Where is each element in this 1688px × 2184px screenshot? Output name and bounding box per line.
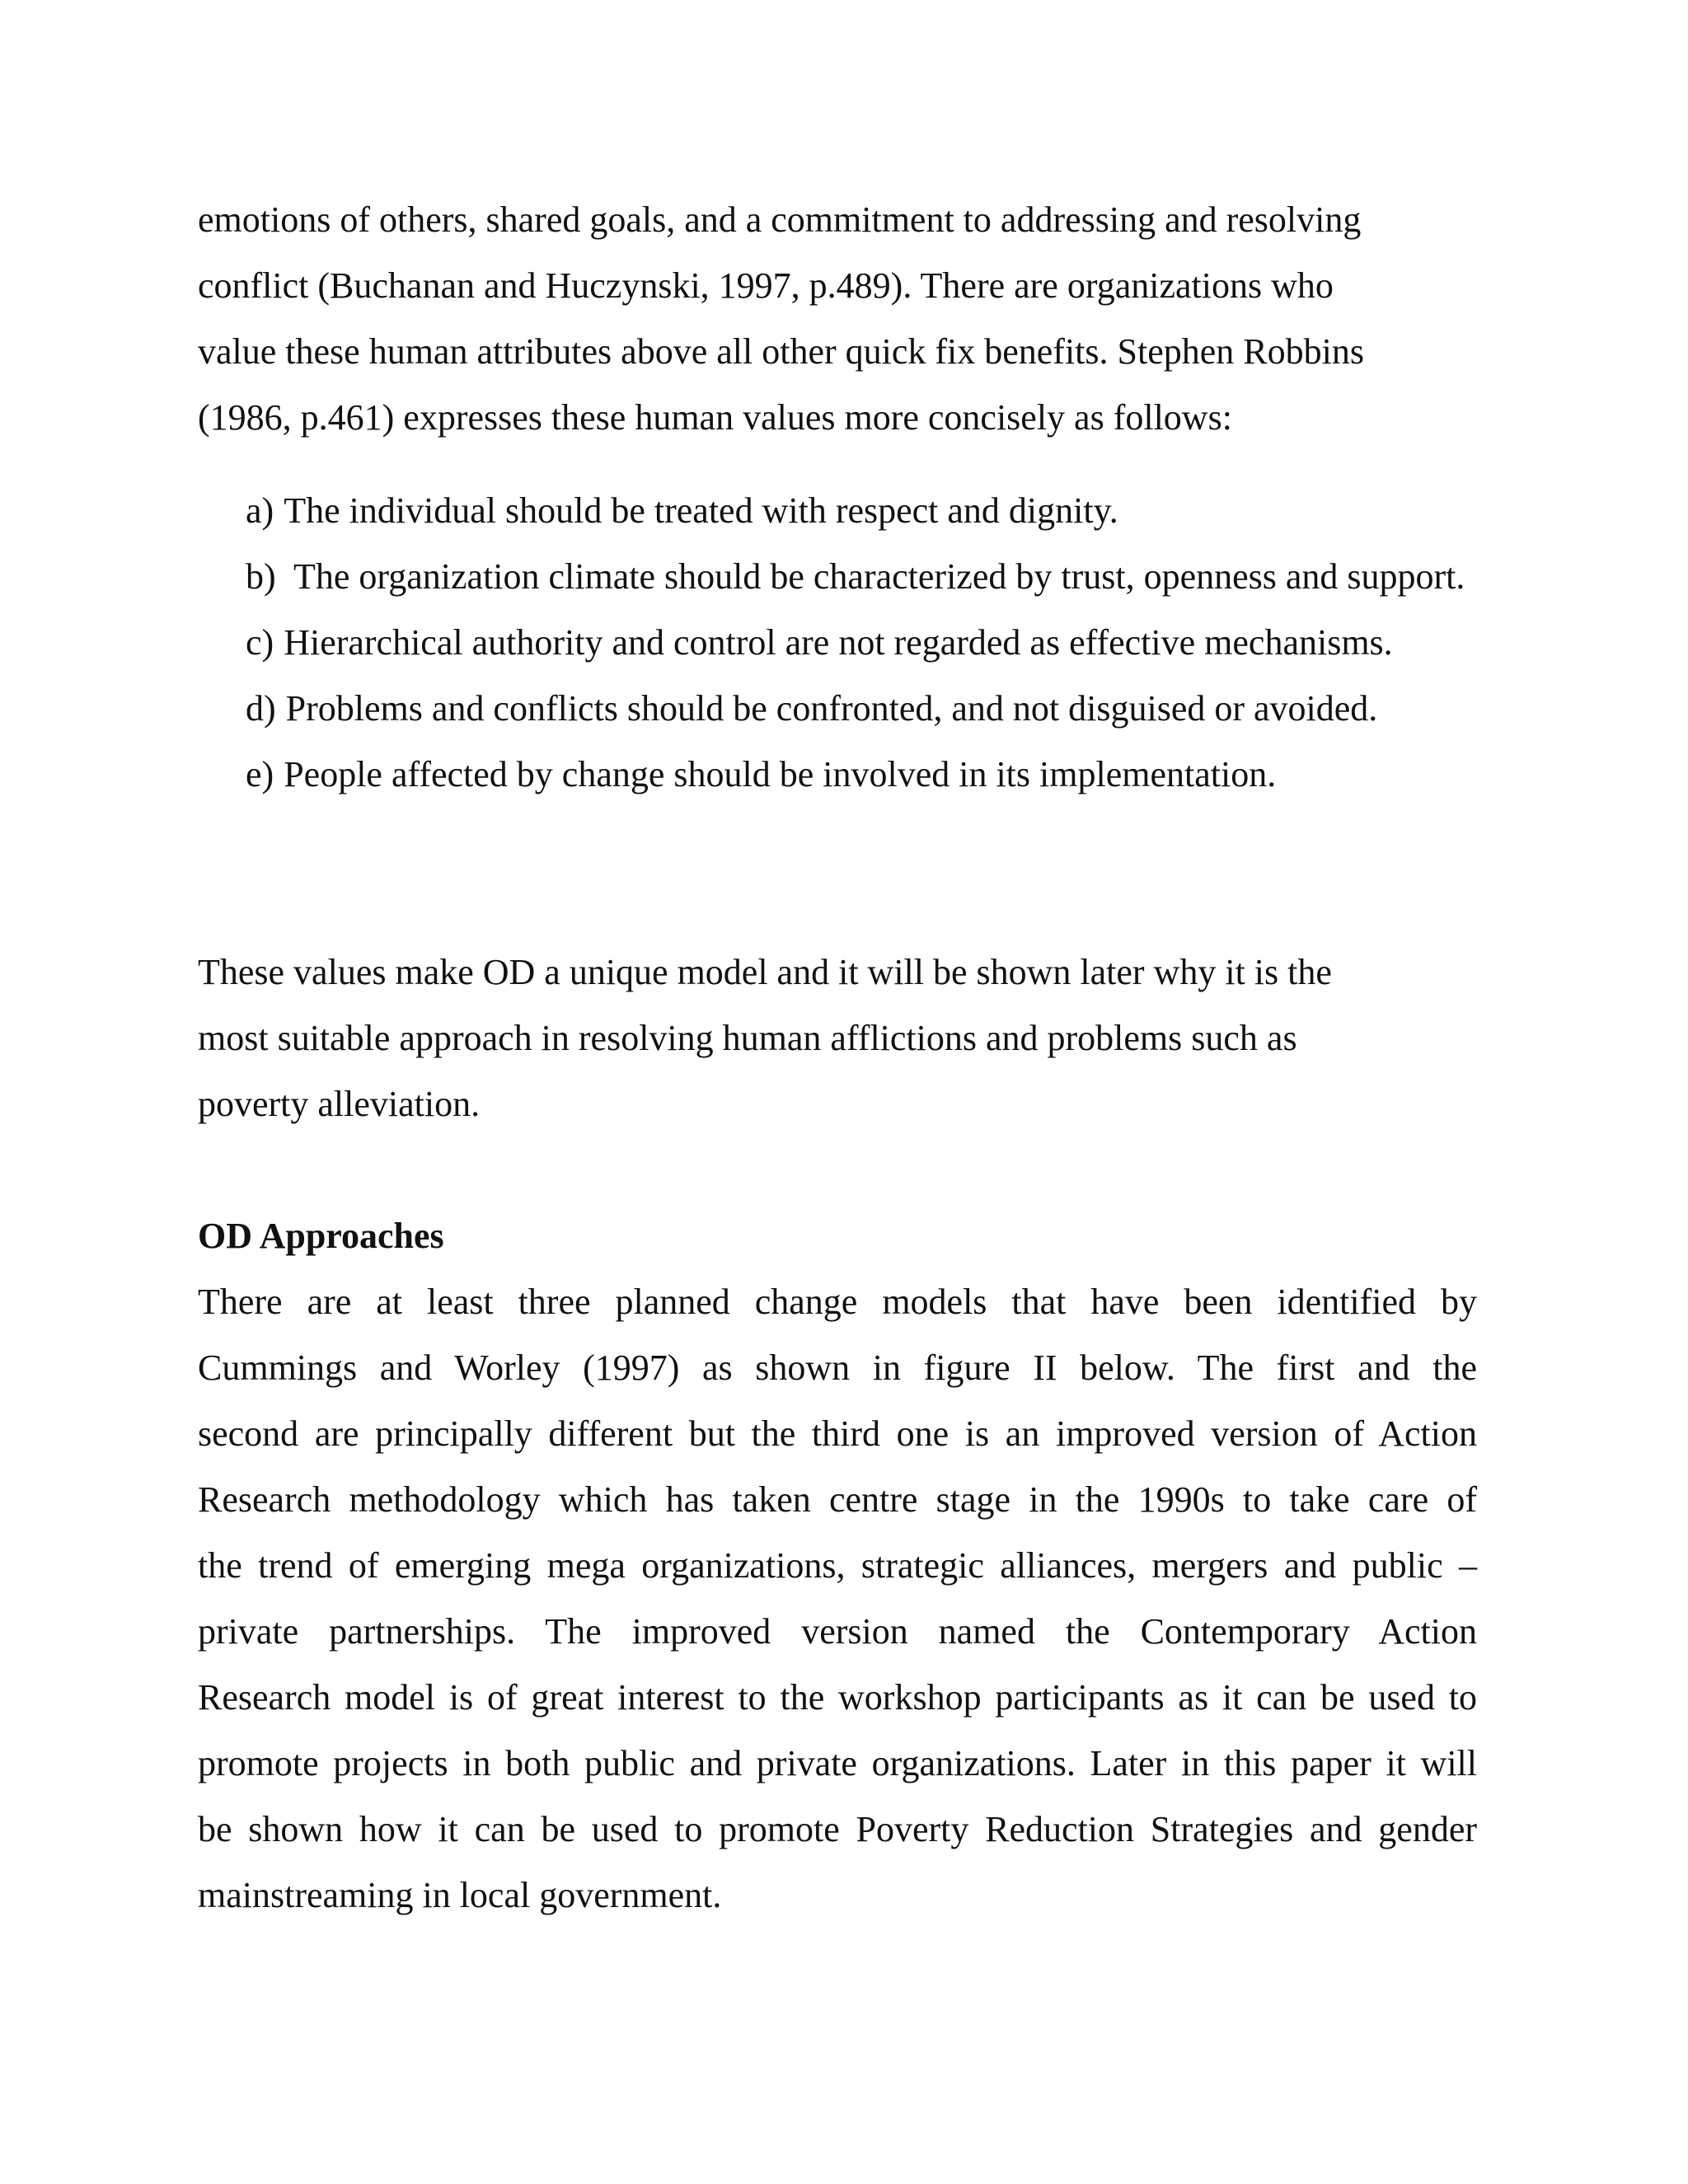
paragraph-line: second are principally different but the third one is an improved version of Action <box>198 1413 1477 1454</box>
section-heading: OD Approaches <box>198 1216 444 1256</box>
list-item <box>246 544 1477 610</box>
approaches-paragraph <box>198 1269 1477 1929</box>
list-item-text: People affected by change should be involved in its implementation. <box>284 754 1277 794</box>
list-item <box>246 478 1477 544</box>
paragraph-line: private partnerships. The improved version named the Contemporary Action <box>198 1611 1477 1652</box>
paragraph-line: Research model is of great interest to the workshop participants as it can be used to <box>198 1677 1477 1718</box>
intro-paragraph <box>198 187 1477 451</box>
paragraph-line: Cummings and Worley (1997) as shown in figure II below. The first and the <box>198 1347 1477 1388</box>
od-values-list <box>246 478 1477 808</box>
paragraph-line: value these human attributes above all other quick fix benefits. Stephen Robbins <box>198 331 1364 372</box>
paragraph-line: These values make OD a unique model and it will be shown later why it is the <box>198 952 1332 992</box>
paragraph-line: (1986, p.461) expresses these human values more concisely as follows: <box>198 397 1232 438</box>
paragraph-line: conflict (Buchanan and Huczynski, 1997, p.489). There are organizations who <box>198 265 1334 306</box>
list-item-text: Problems and conflicts should be confronted, and not disguised or avoided. <box>285 688 1378 729</box>
paragraph-line: be shown how it can be used to promote Poverty Reduction Strategies and gender <box>198 1809 1477 1849</box>
list-item-text: The organization climate should be characterized by trust, openness and support. <box>293 556 1465 597</box>
paragraph-line: poverty alleviation. <box>198 1084 481 1124</box>
list-marker: b) <box>246 556 276 597</box>
list-item <box>246 676 1477 742</box>
list-item-text: Hierarchical authority and control are not regarded as effective mechanisms. <box>284 622 1393 663</box>
list-item-text: The individual should be treated with respect and dignity. <box>284 490 1118 531</box>
values-paragraph <box>198 940 1477 1137</box>
list-marker: d) <box>246 688 276 729</box>
paragraph-line: mainstreaming in local government. <box>198 1875 722 1915</box>
list-item <box>246 610 1477 676</box>
paragraph-line: promote projects in both public and private organizations. Later in this paper it will <box>198 1743 1477 1783</box>
paragraph-line: Research methodology which has taken centre stage in the 1990s to take care of <box>198 1479 1477 1520</box>
list-item <box>246 742 1477 808</box>
paragraph-line: most suitable approach in resolving human afflictions and problems such as <box>198 1018 1297 1058</box>
list-marker: a) <box>246 490 274 531</box>
paragraph-line: There are at least three planned change models that have been identified by <box>198 1282 1477 1322</box>
paragraph-line: the trend of emerging mega organizations, strategic alliances, mergers and public – <box>198 1545 1477 1586</box>
paragraph-line: emotions of others, shared goals, and a commitment to addressing and resolving <box>198 199 1362 240</box>
list-marker: c) <box>246 622 274 663</box>
list-marker: e) <box>246 754 274 794</box>
